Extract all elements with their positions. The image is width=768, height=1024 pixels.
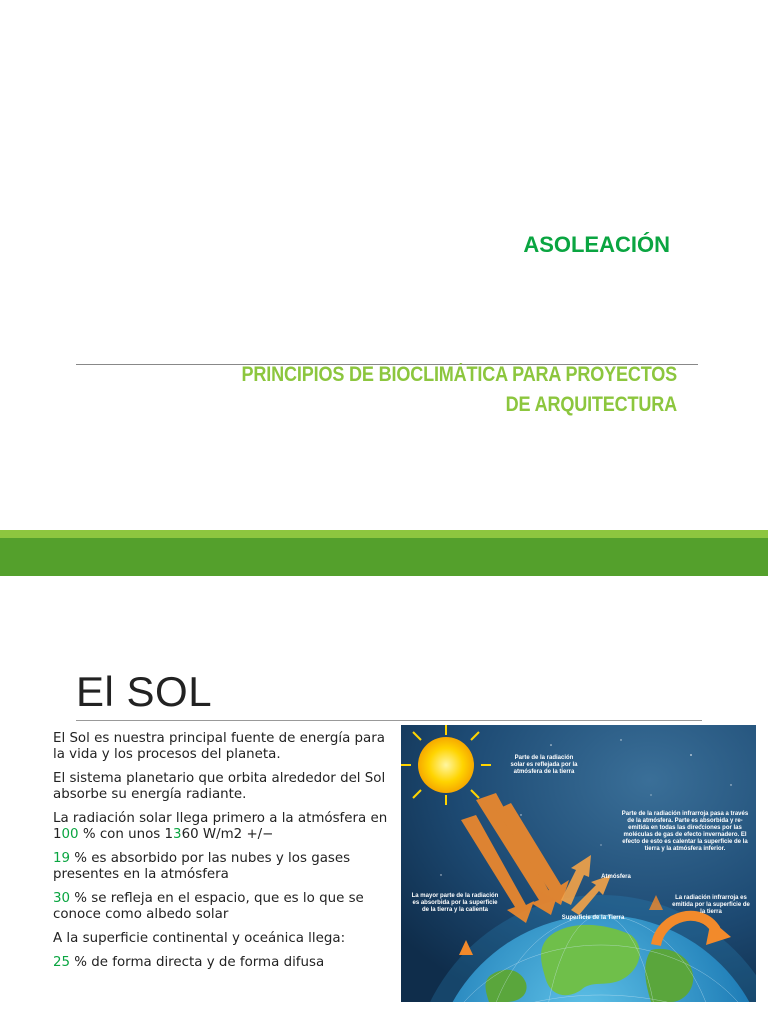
green-band-light [0,530,768,538]
list-item: A la superficie continental y oceánica llega: [53,931,346,946]
list-item: 19 % es absorbido por las nubes y los gases presentes en la atmósfera [53,851,351,882]
list-item: 30 % se refleja en el espacio, que es lo que se conoce como albedo solar [53,891,364,922]
label-infrared-emitted: La radiación infrarroja es emitida por la superficie de la tierra [672,895,750,915]
label-reflected-radiation: Parte de la radiación solar es reflejada por la atmósfera de la tierra [510,755,578,775]
list-item: El Sol es nuestra principal fuente de energía para la vida y los procesos del planeta. [53,731,385,762]
slide-title: ASOLEACIÓN [523,232,670,257]
list-item: 25 % de forma directa y de forma difusa [53,955,325,970]
subtitle-line-2: DE ARQUITECTURA [505,393,677,416]
slide-subtitle [224,360,677,420]
title-divider [76,720,702,721]
label-atmosphere: Atmósfera [601,874,631,880]
label-earth-surface: Superficie de la Tierra [561,915,625,921]
label-radiation-absorbed: La mayor parte de la radiación es absorbida por la superficie de la tierra y la calienta [411,893,499,913]
list-item: La radiación solar llega primero a la atmósfera en 100 % con unos 1360 W/m2 +/− [53,811,388,842]
list-item: El sistema planetario que orbita alrededor del Sol absorbe su energía radiante. [53,771,386,802]
bullet-list [53,731,398,979]
content-slide-title: El SOL [76,668,213,715]
greenhouse-effect-figure [401,725,756,1002]
subtitle-line-1: PRINCIPIOS DE BIOCLIMÁTICA PARA PROYECTOS [241,363,677,386]
green-band-dark [0,538,768,576]
label-infrared-absorbed: Parte de la radiación infrarroja pasa a través de la atmósfera. Parte es absorbida y re-emitida en todas las direcciones por las moléculas de gas de efecto invernadero. El efecto de esto es calentar la superficie de la tierra y la atmósfera inferior. [621,811,749,852]
